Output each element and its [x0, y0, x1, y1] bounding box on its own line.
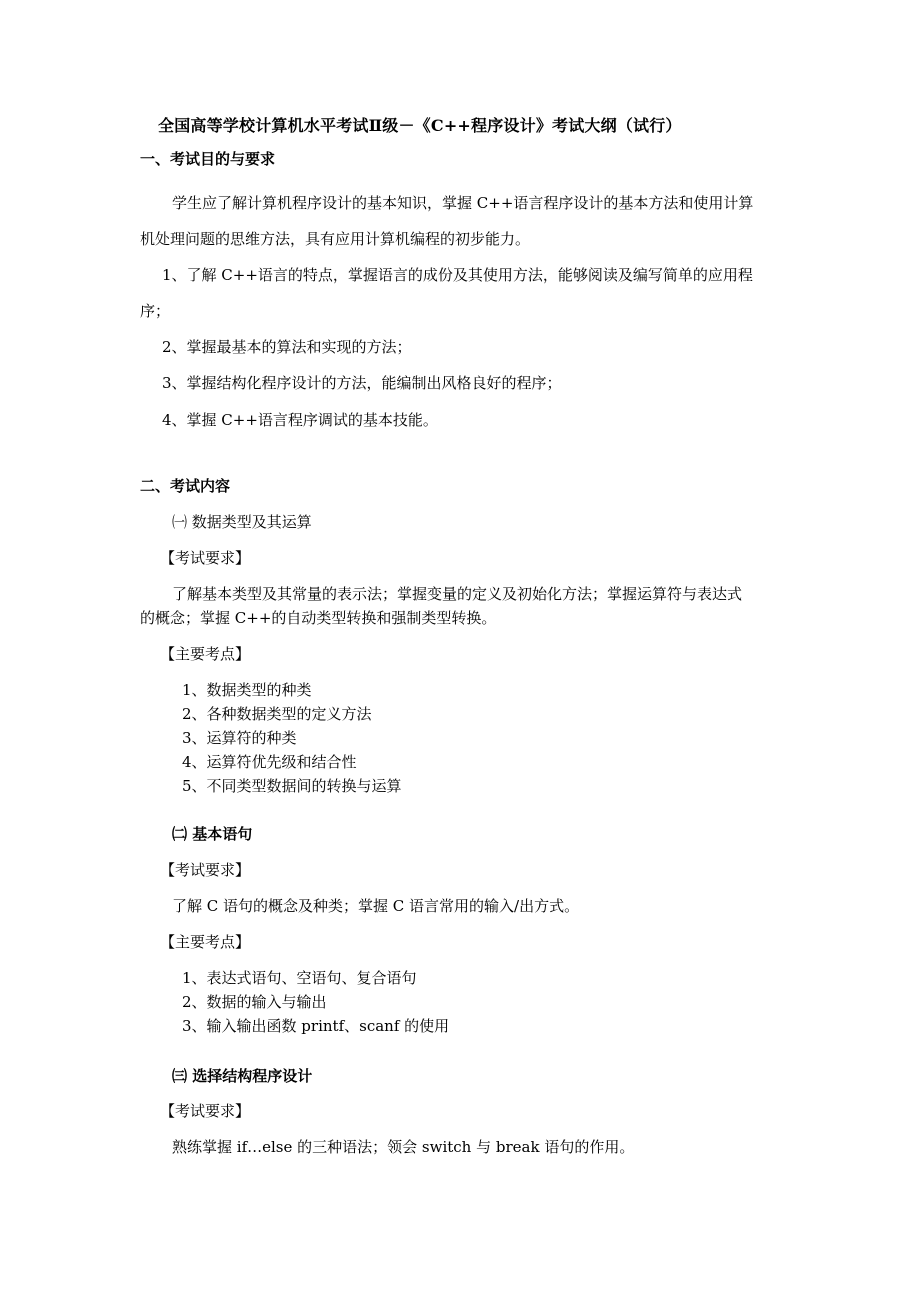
document-title: 全国高等学校计算机水平考试Ⅱ级－《C++程序设计》考试大纲（试行） — [158, 116, 682, 135]
part3-requirements-label: 【考试要求】 — [160, 1102, 251, 1120]
intro-line-1: 学生应了解计算机程序设计的基本知识，掌握 C++语言程序设计的基本方法和使用计算 — [172, 194, 754, 212]
section-heading-content: 二、考试内容 — [140, 477, 231, 495]
goal-item-2: 2、掌握最基本的算法和实现的方法； — [162, 338, 412, 356]
intro-line-2: 机处理问题的思维方法，具有应用计算机编程的初步能力。 — [140, 230, 531, 248]
part1-requirements-line-2: 的概念；掌握 C++的自动类型转换和强制类型转换。 — [140, 609, 497, 627]
goal-item-1-line-2: 序； — [140, 302, 171, 320]
part1-point: 2、各种数据类型的定义方法 — [182, 705, 372, 723]
goal-item-4: 4、掌握 C++语言程序调试的基本技能。 — [162, 411, 438, 429]
part2-point: 3、输入输出函数 printf、scanf 的使用 — [182, 1017, 450, 1035]
part2-heading: ㈡ 基本语句 — [172, 825, 253, 843]
part1-point: 5、不同类型数据间的转换与运算 — [182, 777, 402, 795]
goal-item-3: 3、掌握结构化程序设计的方法，能编制出风格良好的程序； — [162, 374, 562, 392]
goal-item-1-line-1: 1、了解 C++语言的特点，掌握语言的成份及其使用方法，能够阅读及编写简单的应用程 — [162, 266, 753, 284]
part2-point: 1、表达式语句、空语句、复合语句 — [182, 969, 417, 987]
part1-points-label: 【主要考点】 — [160, 645, 251, 663]
part2-points-label: 【主要考点】 — [160, 933, 251, 951]
part1-heading: ㈠ 数据类型及其运算 — [172, 513, 312, 531]
part3-requirements-line-1: 熟练掌握 if…else 的三种语法；领会 switch 与 break 语句的作用。 — [172, 1138, 635, 1156]
part2-requirements-line-1: 了解 C 语句的概念及种类；掌握 C 语言常用的输入/出方式。 — [172, 897, 580, 915]
part1-requirements-label: 【考试要求】 — [160, 549, 251, 567]
section-heading-goals: 一、考试目的与要求 — [140, 150, 276, 168]
part1-point: 3、运算符的种类 — [182, 729, 297, 747]
part1-point: 4、运算符优先级和结合性 — [182, 753, 357, 771]
part1-requirements-line-1: 了解基本类型及其常量的表示法；掌握变量的定义及初始化方法；掌握运算符与表达式 — [172, 585, 743, 603]
part2-requirements-label: 【考试要求】 — [160, 861, 251, 879]
part3-heading: ㈢ 选择结构程序设计 — [172, 1067, 313, 1085]
part2-point: 2、数据的输入与输出 — [182, 993, 327, 1011]
part1-point: 1、数据类型的种类 — [182, 681, 312, 699]
